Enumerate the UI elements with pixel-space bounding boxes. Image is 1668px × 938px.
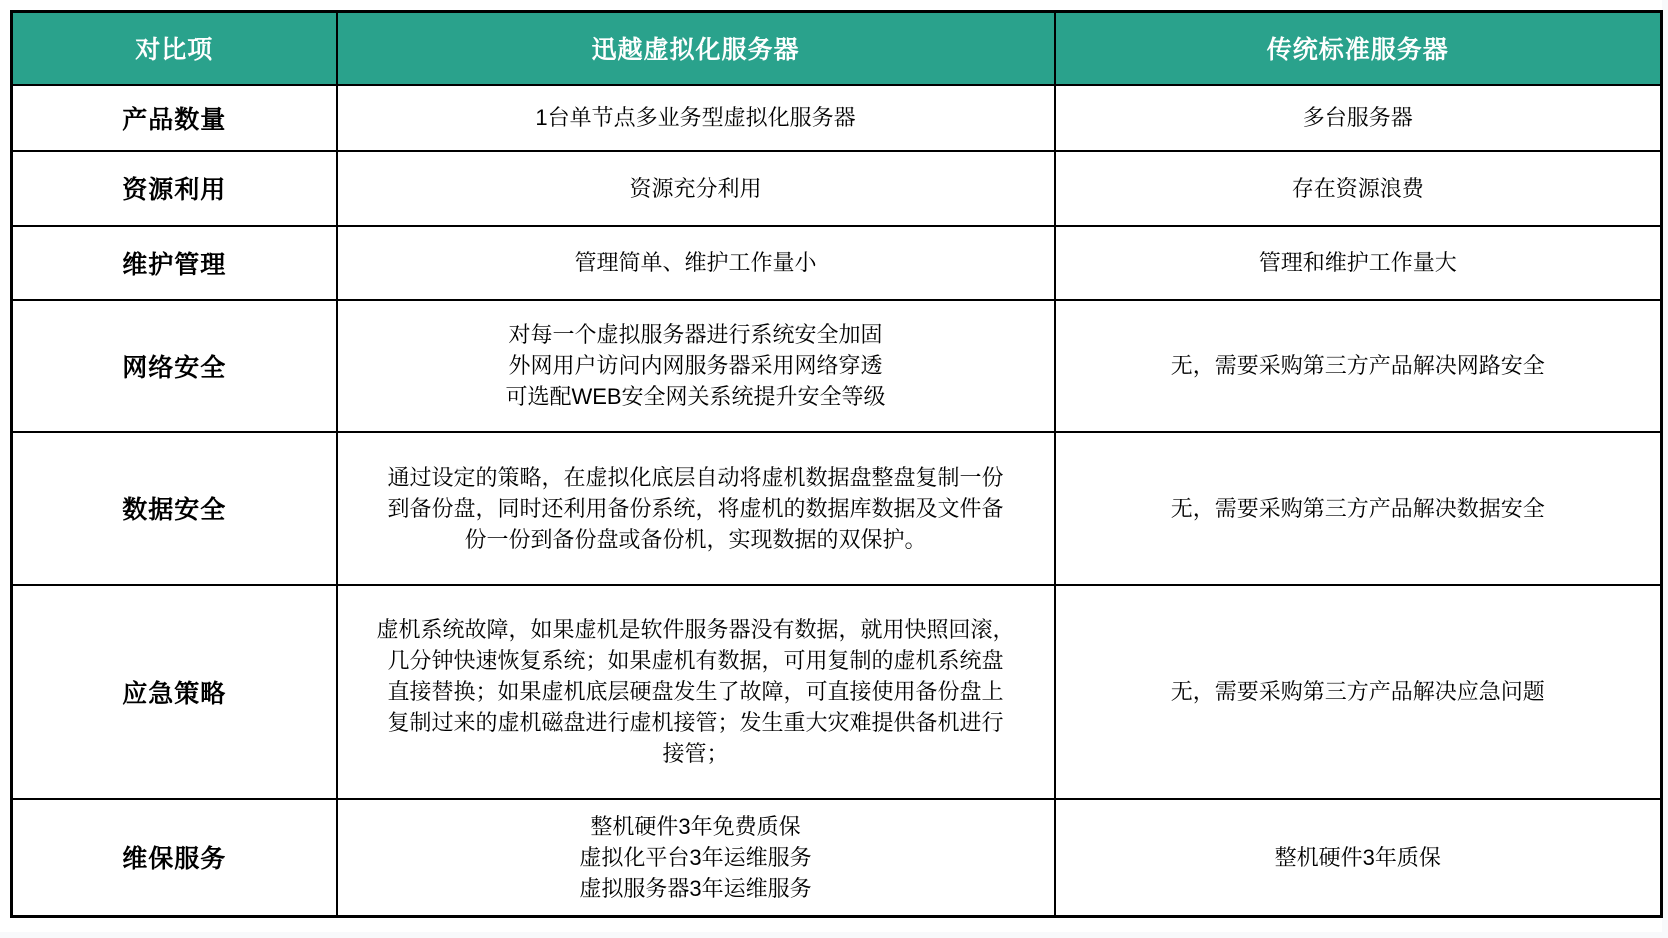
cell-line: 对每一个虚拟服务器进行系统安全加固 <box>508 322 883 347</box>
xunyue-cell <box>337 85 1055 151</box>
cell-line: 到备份盘，同时还利用备份系统，将虚机的数据库数据及文件备 <box>387 495 1004 521</box>
row-label: 应急策略 <box>12 585 337 799</box>
traditional-cell <box>1055 85 1662 151</box>
xunyue-cell <box>337 799 1055 917</box>
cell-line: 无，需要采购第三方产品解决数据安全 <box>1170 495 1545 521</box>
cell-line: 外网用户访问内网服务器采用网络穿透 <box>508 353 883 378</box>
xunyue-cell <box>337 585 1055 799</box>
cell-line: 多台服务器 <box>1302 105 1413 130</box>
table-row <box>12 300 1662 432</box>
row-label: 维保服务 <box>12 799 337 917</box>
cell-line: 1台单节点多业务型虚拟化服务器 <box>535 105 856 130</box>
row-label: 维护管理 <box>12 226 337 300</box>
row-label: 资源利用 <box>12 151 337 226</box>
traditional-cell <box>1055 226 1662 300</box>
cell-line: 虚机系统故障，如果虚机是软件服务器没有数据，就用快照回滚， <box>376 617 1015 642</box>
cell-line: 无，需要采购第三方产品解决网路安全 <box>1170 353 1545 378</box>
table-row <box>12 85 1662 151</box>
cell-line: 通过设定的策略，在虚拟化底层自动将虚机数据盘整盘复制一份 <box>387 464 1004 490</box>
header-cell-xunyue-server: 迅越虚拟化服务器 <box>337 12 1055 85</box>
cell-line: 管理简单、维护工作量小 <box>574 250 817 275</box>
header-cell-compare-item: 对比项 <box>12 12 337 85</box>
header-cell-traditional-server: 传统标准服务器 <box>1055 12 1662 85</box>
cell-line: 整机硬件3年免费质保 <box>590 813 801 839</box>
cell-line: 存在资源浪费 <box>1291 175 1424 201</box>
cell-line: 接管； <box>662 741 729 766</box>
cell-line: 虚拟化平台3年运维服务 <box>579 844 812 870</box>
xunyue-cell <box>337 151 1055 226</box>
cell-line: 管理和维护工作量大 <box>1258 250 1457 275</box>
cell-line: 无，需要采购第三方产品解决应急问题 <box>1170 679 1545 704</box>
cell-line: 直接替换；如果虚机底层硬盘发生了故障，可直接使用备份盘上 <box>387 679 1004 704</box>
traditional-cell <box>1055 151 1662 226</box>
xunyue-cell <box>337 226 1055 300</box>
traditional-cell <box>1055 799 1662 917</box>
header-row <box>12 12 1662 85</box>
traditional-cell <box>1055 300 1662 432</box>
comparison-table <box>10 10 1663 918</box>
table-row <box>12 432 1662 585</box>
cell-line: 可选配WEB安全网关系统提升安全等级 <box>505 384 886 409</box>
traditional-cell <box>1055 585 1662 799</box>
row-label: 网络安全 <box>12 300 337 432</box>
cell-line: 整机硬件3年质保 <box>1274 844 1441 870</box>
table-row <box>12 585 1662 799</box>
table-row <box>12 151 1662 226</box>
cell-line: 份一份到备份盘或备份机，实现数据的双保护。 <box>464 526 927 552</box>
cell-line: 虚拟服务器3年运维服务 <box>579 875 812 901</box>
xunyue-cell <box>337 432 1055 585</box>
row-label: 产品数量 <box>12 85 337 151</box>
table-row <box>12 226 1662 300</box>
table-row <box>12 799 1662 917</box>
cell-line: 几分钟快速恢复系统；如果虚机有数据，可用复制的虚机系统盘 <box>387 648 1004 673</box>
cell-line: 资源充分利用 <box>629 175 762 201</box>
xunyue-cell <box>337 300 1055 432</box>
traditional-cell <box>1055 432 1662 585</box>
row-label: 数据安全 <box>12 432 337 585</box>
cell-line: 复制过来的虚机磁盘进行虚机接管；发生重大灾难提供备机进行 <box>387 710 1004 735</box>
